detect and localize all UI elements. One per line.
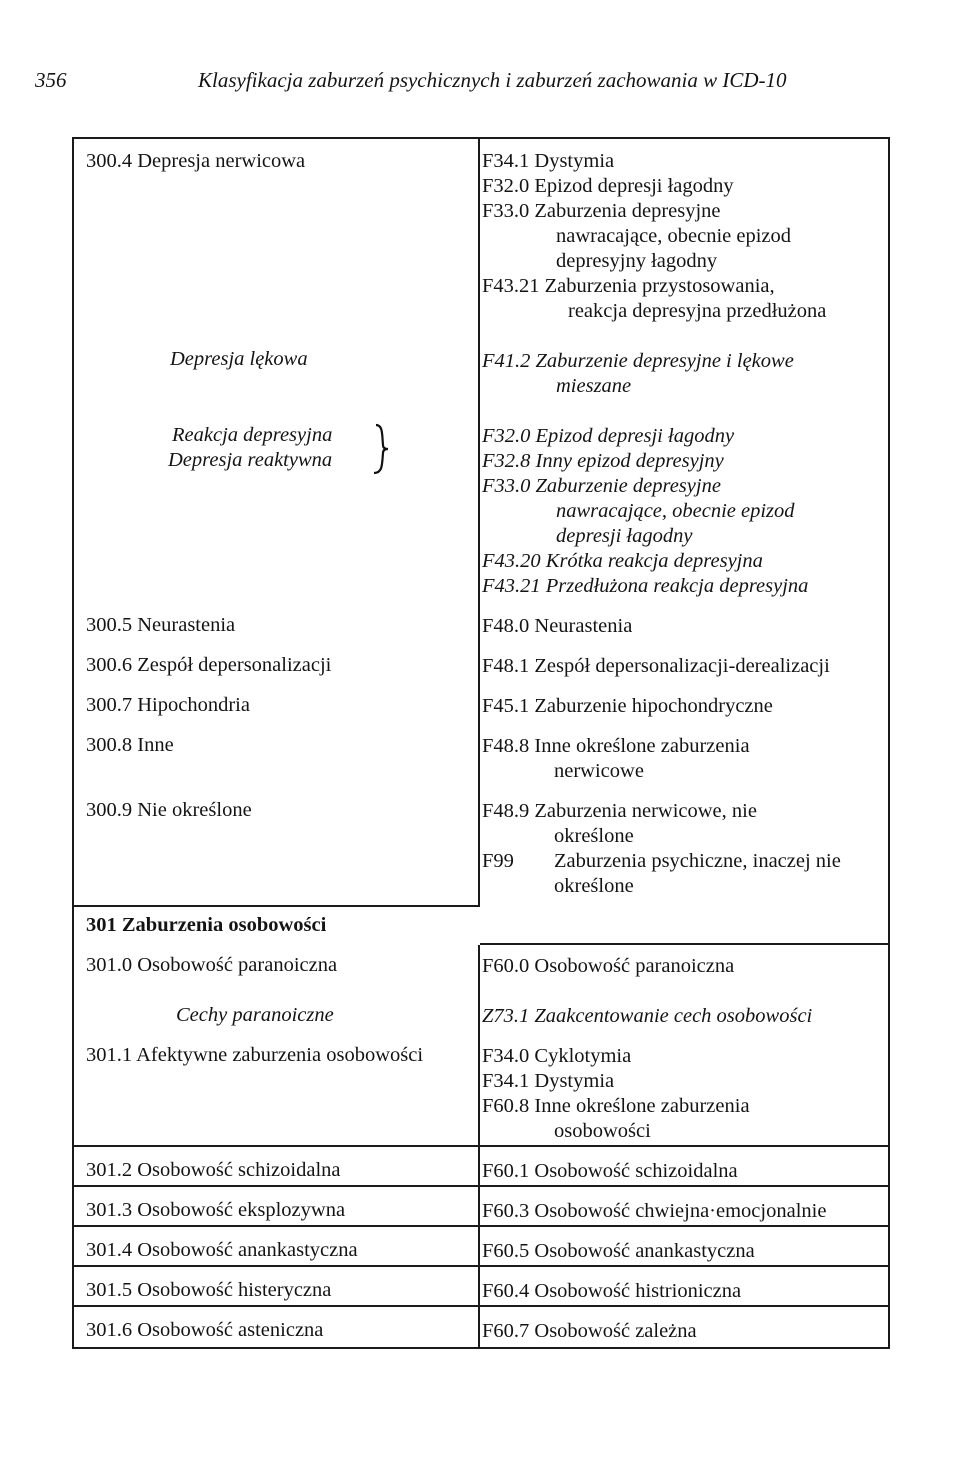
bracket-icon	[370, 423, 396, 475]
code-f33-0: F33.0 Zaburzenia depresyjne	[482, 200, 721, 222]
code-f99-desc: Zaburzenia psychiczne, inaczej nie	[554, 850, 841, 872]
rule-right-5	[480, 1305, 888, 1307]
code-f43-21-b: F43.21 Przedłużona reakcja depresyjna	[482, 575, 809, 597]
rule-left-1	[72, 1145, 480, 1147]
code-z73-1: Z73.1 Zaakcentowanie cech osobowości	[482, 1005, 813, 1027]
code-f33-0-cont2: depresyjny łagodny	[556, 250, 718, 272]
rule-left-4	[72, 1265, 480, 1267]
code-f33-0-b-cont: nawracające, obecnie epizod	[556, 500, 795, 522]
rule-left-5	[72, 1305, 480, 1307]
rule-right-3	[480, 1225, 888, 1227]
row-301-1: 301.1 Afektywne zaburzenia osobowości	[86, 1044, 424, 1066]
code-f48-9: F48.9 Zaburzenia nerwicowe, nie	[482, 800, 757, 822]
code-f41-2: F41.2 Zaburzenie depresyjne i lękowe	[482, 350, 794, 372]
code-f32-8: F32.8 Inny epizod depresyjny	[482, 450, 724, 472]
rule-above-section	[72, 905, 480, 907]
code-f43-21: F43.21 Zaburzenia przystosowania,	[482, 275, 775, 297]
code-f60-5: F60.5 Osobowość anankastyczna	[482, 1240, 755, 1262]
code-f48-8: F48.8 Inne określone zaburzenia	[482, 735, 750, 757]
row-300-4: 300.4 Depresja nerwicowa	[86, 150, 306, 172]
code-f60-8: F60.8 Inne określone zaburzenia	[482, 1095, 750, 1117]
row-300-7: 300.7 Hipochondria	[86, 694, 250, 716]
row-301-5: 301.5 Osobowość histeryczna	[86, 1279, 332, 1301]
code-f60-8-cont: osobowości	[554, 1120, 651, 1142]
code-f99-desc-cont: określone	[554, 875, 634, 897]
row-300-6: 300.6 Zespół depersonalizacji	[86, 654, 332, 676]
row-reakcja-depresyjna: Reakcja depresyjna	[172, 424, 333, 446]
code-f33-0-b: F33.0 Zaburzenie depresyjne	[482, 475, 721, 497]
row-depresja-lekowa: Depresja lękowa	[170, 348, 308, 370]
row-301-0: 301.0 Osobowość paranoiczna	[86, 954, 338, 976]
row-300-8: 300.8 Inne	[86, 734, 174, 756]
rule-right-4	[480, 1265, 888, 1267]
code-f43-21-cont: reakcja depresyjna przedłużona	[568, 300, 827, 322]
code-f41-2-cont: mieszane	[556, 375, 632, 397]
section-heading-301: 301 Zaburzenia osobowości	[86, 914, 327, 936]
row-depresja-reaktywna: Depresja reaktywna	[168, 449, 333, 471]
rule-left-3	[72, 1225, 480, 1227]
running-header: Klasyfikacja zaburzeń psychicznych i zaburzeń zachowania w ICD-10	[198, 68, 787, 92]
code-f48-8-cont: nerwicowe	[554, 760, 644, 782]
code-f60-4: F60.4 Osobowość histrioniczna	[482, 1280, 742, 1302]
code-f43-20: F43.20 Krótka reakcja depresyjna	[482, 550, 763, 572]
row-300-5: 300.5 Neurastenia	[86, 614, 236, 636]
row-301-2: 301.2 Osobowość schizoidalna	[86, 1159, 341, 1181]
column-divider-upper	[478, 137, 480, 905]
row-300-9: 300.9 Nie określone	[86, 799, 252, 821]
code-f45-1: F45.1 Zaburzenie hipochondryczne	[482, 695, 773, 717]
code-f48-0: F48.0 Neurastenia	[482, 615, 633, 637]
row-cechy-paranoiczne: Cechy paranoiczne	[176, 1004, 334, 1026]
rule-right-section-start	[480, 943, 888, 945]
code-f48-1: F48.1 Zespół depersonalizacji-derealizacji	[482, 655, 830, 677]
rule-right-2	[480, 1185, 888, 1187]
code-f34-1: F34.1 Dystymia	[482, 150, 615, 172]
code-f33-0-cont: nawracające, obecnie epizod	[556, 225, 792, 247]
code-f60-3: F60.3 Osobowość chwiejna·emocjonalnie	[482, 1200, 827, 1222]
rule-left-2	[72, 1185, 480, 1187]
page-number: 356	[35, 68, 67, 92]
code-f34-0: F34.0 Cyklotymia	[482, 1045, 632, 1067]
code-f32-0-b: F32.0 Epizod depresji łagodny	[482, 425, 735, 447]
code-f34-1-b: F34.1 Dystymia	[482, 1070, 615, 1092]
code-f60-7: F60.7 Osobowość zależna	[482, 1320, 697, 1342]
row-301-6: 301.6 Osobowość asteniczna	[86, 1319, 324, 1341]
code-f60-0: F60.0 Osobowość paranoiczna	[482, 955, 735, 977]
row-301-4: 301.4 Osobowość anankastyczna	[86, 1239, 358, 1261]
rule-right-1	[480, 1145, 888, 1147]
code-f99: F99	[482, 850, 514, 872]
code-f32-0: F32.0 Epizod depresji łagodny	[482, 175, 734, 197]
code-f33-0-b-cont2: depresji łagodny	[556, 525, 693, 547]
code-f48-9-cont: określone	[554, 825, 634, 847]
row-301-3: 301.3 Osobowość eksplozywna	[86, 1199, 346, 1221]
classification-table	[72, 137, 890, 1349]
code-f60-1: F60.1 Osobowość schizoidalna	[482, 1160, 738, 1182]
